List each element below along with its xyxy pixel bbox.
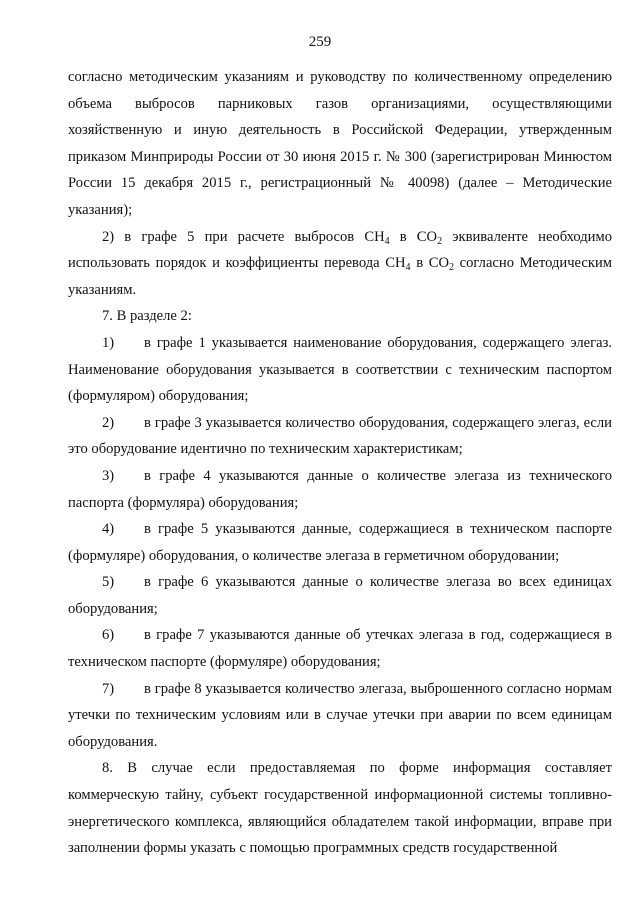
list-item: 7) в графе 8 указывается количество элегаза, выброшенного согласно нормам утечки по техническим условиям или в случае утечки при аварии по всем единицам оборудования. xyxy=(68,680,612,750)
paragraph-item-2: 2) в графе 5 при расчете выбросов $CH_4$ в $CO_2$ эквиваленте необходимо использовать порядок и коэффициенты перевода $CH_4$ в $CO_2$ согласно Методическим указаниям. xyxy=(68,228,613,298)
document-text xyxy=(68,64,612,862)
list-item: 4) в графе 5 указываются данные, содержащиеся в техническом паспорте (формуляре) оборудования, о количестве элегаза в герметичном оборудовании; xyxy=(68,521,612,564)
section-heading-7: 7. В разделе 2: xyxy=(102,308,192,325)
list-item: 1) в графе 1 указывается наименование оборудования, содержащего элегаз. Наименование оборудования указывается в соответствии с техническим паспортом (формуляром) оборудования; xyxy=(68,334,612,405)
list-item: 6) в графе 7 указываются данные об утечках элегаза в год, содержащиеся в техническом паспорте (формуляре) оборудования; xyxy=(68,627,612,671)
list-item: 3) в графе 4 указываются данные о количестве элегаза из технического паспорта (формуляра) оборудования; xyxy=(68,467,612,511)
paragraph-continuation: согласно методическим указаниям и руководству по количественному определению объема выбросов парниковых газов организациями, осуществляющими хозяйственную и иную деятельность в Российской Федерации, утвержденным приказом Минприроды России от 30 июня 2015 г. № 300 (зарегистрирован Минюстом России 15 декабря 2015 г., регистрационный № 40098) (далее – Методические указания); xyxy=(68,69,612,218)
page-number: 259 xyxy=(308,34,332,50)
list-item: 5) в графе 6 указываются данные о количестве элегаза во всех единицах оборудования; xyxy=(68,574,612,617)
paragraph-8: 8. В случае если предоставляемая по форме информация составляет коммерческую тайну, субъект государственной информационной системы топливно-энергетического комплекса, являющийся обладателем такой информации, вправе при заполнении формы указать с помощью программных средств государственной xyxy=(68,760,612,857)
list-item: 2) в графе 3 указывается количество оборудования, содержащего элегаз, если это оборудование идентично по техническим характеристикам; xyxy=(68,414,612,458)
